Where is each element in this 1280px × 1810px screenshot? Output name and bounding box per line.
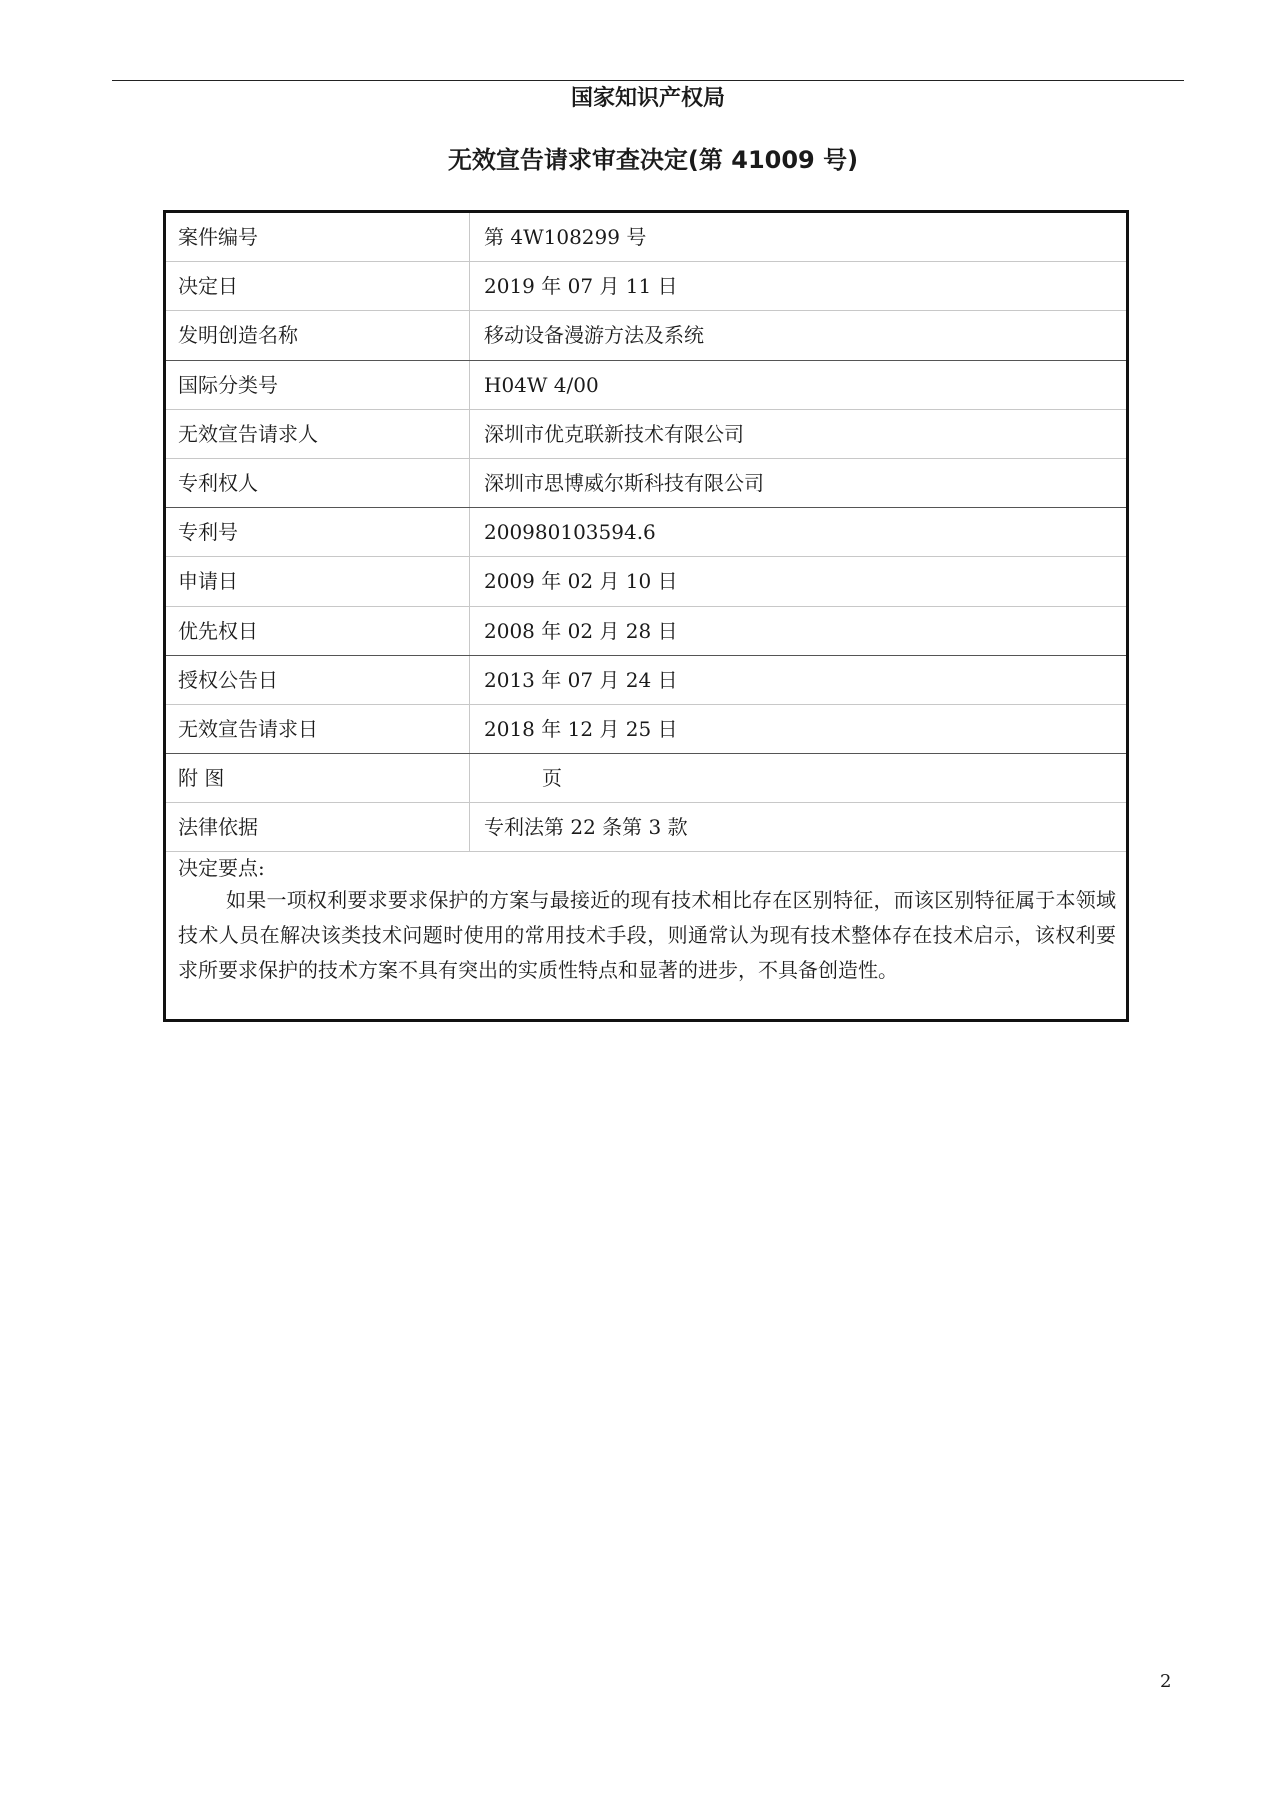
label-invention-name: 发明创造名称 bbox=[166, 311, 470, 359]
header-rule bbox=[112, 80, 1184, 81]
row-grant-date bbox=[166, 656, 1126, 705]
case-record-table bbox=[163, 210, 1129, 1022]
value-requester: 深圳市优克联新技术有限公司 bbox=[484, 421, 744, 446]
row-drawings bbox=[166, 754, 1126, 803]
row-request-date bbox=[166, 705, 1126, 754]
value-ipc: H04W 4/00 bbox=[484, 372, 599, 397]
page-number: 2 bbox=[1160, 1671, 1172, 1692]
row-legal-basis bbox=[166, 803, 1126, 852]
value-priority-date: 2008 年 02 月 28 日 bbox=[484, 618, 678, 643]
label-grant-date: 授权公告日 bbox=[166, 656, 470, 704]
row-priority-date bbox=[166, 607, 1126, 656]
value-decision-date: 2019 年 07 月 11 日 bbox=[484, 274, 678, 299]
value-grant-date: 2013 年 07 月 24 日 bbox=[484, 667, 678, 692]
row-case-number bbox=[166, 213, 1126, 262]
row-patentee bbox=[166, 459, 1126, 508]
row-invention-name bbox=[166, 311, 1126, 360]
label-decision-date: 决定日 bbox=[166, 262, 470, 310]
label-ipc: 国际分类号 bbox=[166, 361, 470, 409]
row-ipc bbox=[166, 361, 1126, 410]
label-drawings: 附 图 bbox=[166, 754, 470, 802]
label-legal-basis: 法律依据 bbox=[166, 803, 470, 851]
label-filing-date: 申请日 bbox=[166, 557, 470, 605]
row-filing-date bbox=[166, 557, 1126, 606]
decision-points bbox=[166, 853, 1126, 988]
label-patentee: 专利权人 bbox=[166, 459, 470, 507]
value-patent-number: 200980103594.6 bbox=[484, 520, 656, 545]
value-request-date: 2018 年 12 月 25 日 bbox=[484, 716, 678, 741]
decision-points-text: 如果一项权利要求要求保护的方案与最接近的现有技术相比存在区别特征，而该区别特征属于本领域技术人员在解决该类技术问题时使用的常用技术手段，则通常认为现有技术整体存在技术启示，该权利要求所要求保护的技术方案不具有突出的实质性特点和显著的进步，不具备创造性。 bbox=[178, 888, 1116, 982]
label-requester: 无效宣告请求人 bbox=[166, 410, 470, 458]
row-requester bbox=[166, 410, 1126, 459]
value-legal-basis: 专利法第 22 条第 3 款 bbox=[484, 815, 688, 840]
value-filing-date: 2009 年 02 月 10 日 bbox=[484, 569, 678, 594]
case-record-rows bbox=[166, 213, 1126, 852]
label-request-date: 无效宣告请求日 bbox=[166, 705, 470, 753]
label-patent-number: 专利号 bbox=[166, 508, 470, 556]
row-decision-date bbox=[166, 262, 1126, 311]
row-patent-number bbox=[166, 508, 1126, 557]
label-case-number: 案件编号 bbox=[166, 213, 470, 261]
decision-title: 无效宣告请求审查决定(第 41009 号) bbox=[447, 146, 859, 174]
value-invention-name: 移动设备漫游方法及系统 bbox=[484, 323, 704, 348]
decision-points-heading: 决定要点: bbox=[178, 856, 265, 880]
value-drawings: 页 bbox=[542, 766, 562, 791]
organization-title: 国家知识产权局 bbox=[570, 86, 725, 111]
value-case-number: 第 4W108299 号 bbox=[484, 225, 647, 249]
value-patentee: 深圳市思博威尔斯科技有限公司 bbox=[484, 470, 764, 495]
label-priority-date: 优先权日 bbox=[166, 607, 470, 655]
